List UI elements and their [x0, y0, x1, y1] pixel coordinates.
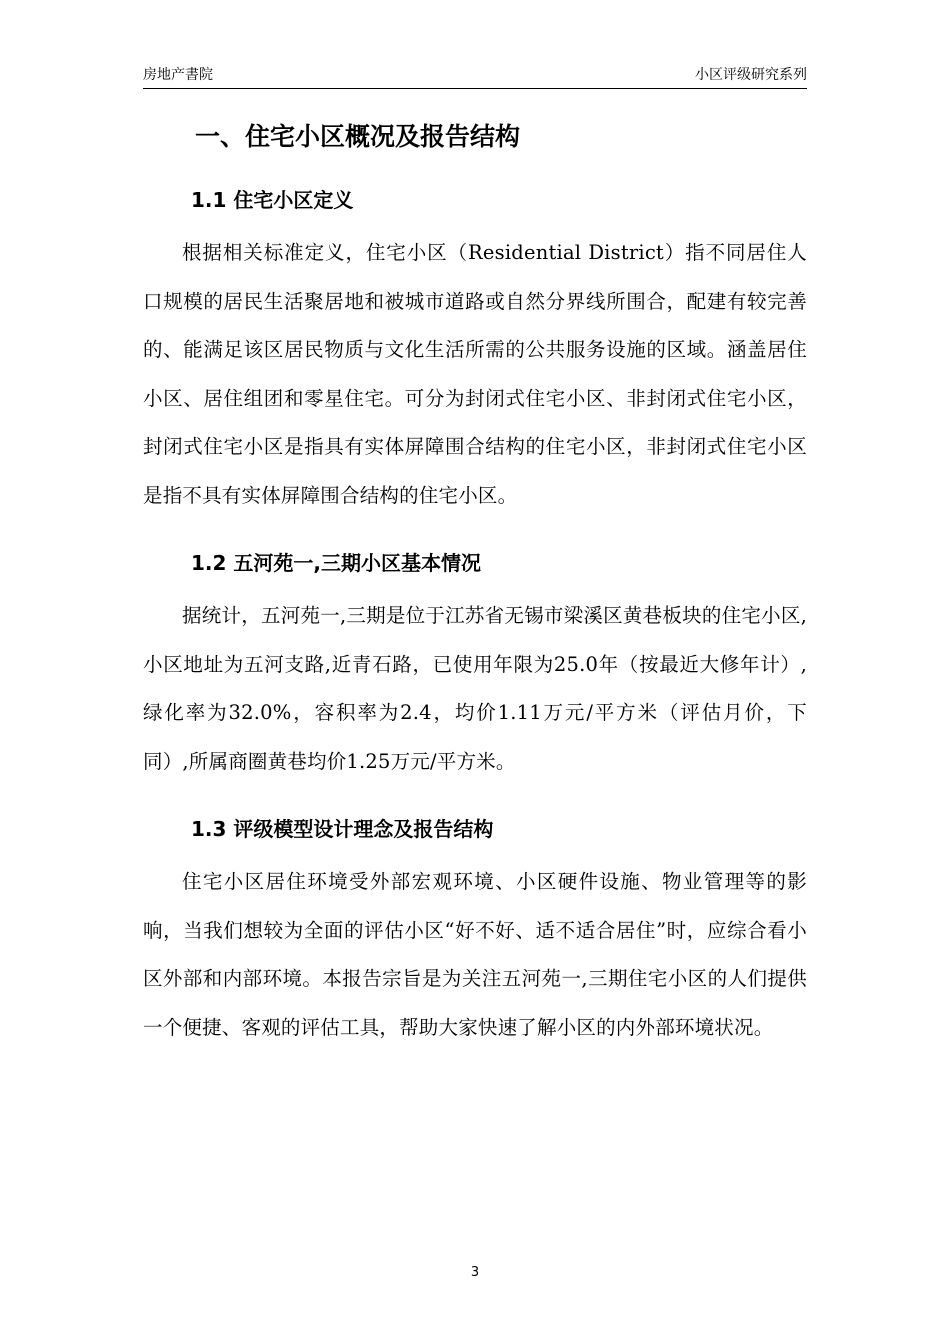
page-number: 3: [470, 1265, 480, 1280]
section-1-2-paragraph: 据统计，五河苑一,三期是位于江苏省无锡市梁溪区黄巷板块的住宅小区,小区地址为五河支路,近青石路，已使用年限为25.0年（按最近大修年计）,绿化率为32.0%，容积率为2.4，均价1.11万元/平方米（评估月价，下同）,所属商圈黄巷均价1.25万元/平方米。: [143, 604, 807, 773]
section-1-3-paragraph: 住宅小区居住环境受外部宏观环境、小区硬件设施、物业管理等的影响，当我们想较为全面的评估小区“好不好、适不适合居住”时，应综合看小区外部和内部环境。本报告宗旨是为关注五河苑一,三期住宅小区的人们提供一个便捷、客观的评估工具，帮助大家快速了解小区的内外部环境状况。: [143, 870, 807, 1039]
section-1-2-title: 1.2 五河苑一,三期小区基本情况: [191, 551, 481, 575]
section-1-1-paragraph: 根据相关标准定义，住宅小区（Residential District）指不同居住人口规模的居民生活聚居地和被城市道路或自然分界线所围合，配建有较完善的、能满足该区居民物质与文化生活所需的公共服务设施的区域。涵盖居住小区、居住组团和零星住宅。可分为封闭式住宅小区、非封闭式住宅小区，封闭式住宅小区是指具有实体屏障围合结构的住宅小区，非封闭式住宅小区是指不具有实体屏障围合结构的住宅小区。: [143, 241, 807, 507]
section-1-1-title: 1.1 住宅小区定义: [191, 188, 354, 212]
header-series: 小区评级研究系列: [695, 67, 807, 83]
page-content: [143, 117, 807, 1052]
section-1-3-title: 1.3 评级模型设计理念及报告结构: [191, 817, 494, 841]
chapter-title: 一、住宅小区概况及报告结构: [195, 122, 521, 151]
page-header: [143, 66, 807, 89]
header-publisher: 房地产書院: [143, 67, 213, 83]
